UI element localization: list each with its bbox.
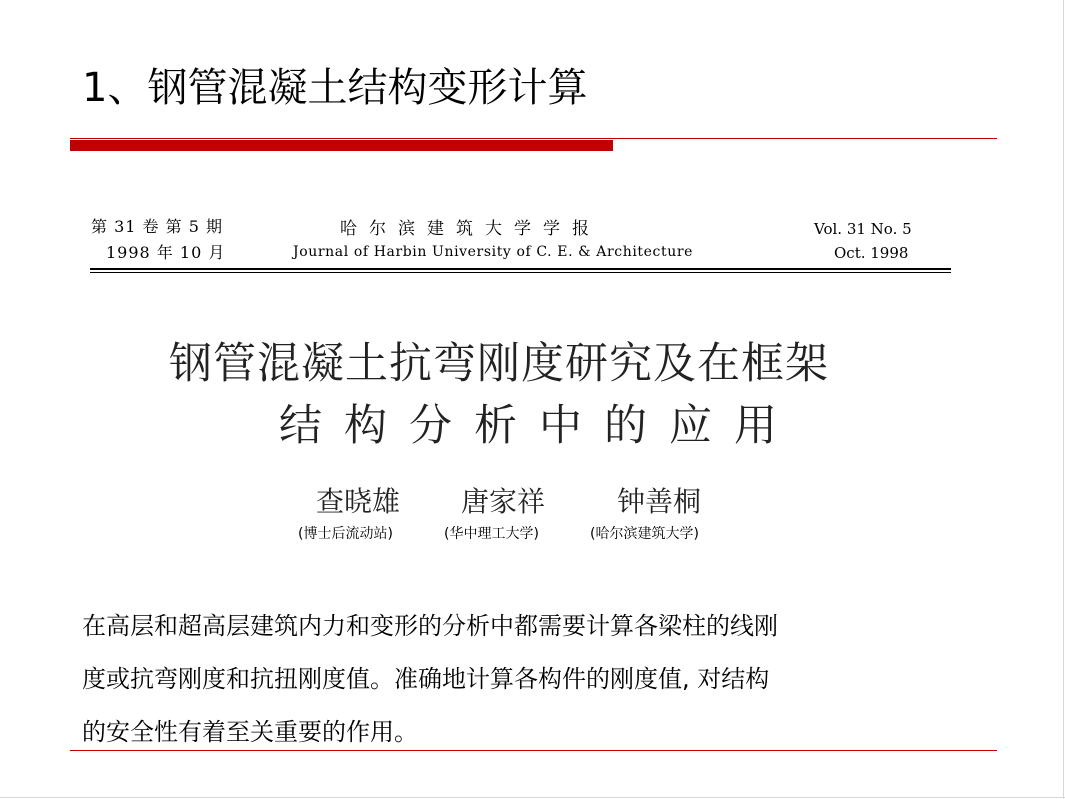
body-line: 在高层和超高层建筑内力和变形的分析中都需要计算各梁柱的线刚 — [82, 612, 778, 640]
body-paragraph — [82, 600, 962, 759]
body-line: 度或抗弯刚度和抗扭刚度值。准确地计算各构件的刚度值, 对结构 — [82, 665, 770, 693]
paper-title-line-1: 钢管混凝土抗弯刚度研究及在框架 — [169, 339, 829, 389]
slide-frame-bottom — [0, 797, 1065, 798]
paper-journal-en: Journal of Harbin University of C. E. & Architecture — [293, 244, 693, 260]
paper-affiliation: (华中理工大学) — [444, 526, 539, 542]
paper-affiliation: (博士后流动站) — [298, 526, 393, 542]
paper-author: 查晓雄 — [316, 485, 401, 518]
paper-author: 钟善桐 — [617, 485, 702, 518]
paper-affiliation: (哈尔滨建筑大学) — [590, 526, 699, 542]
body-line: 的安全性有着至关重要的作用。 — [82, 718, 418, 746]
footer-divider — [70, 750, 997, 751]
paper-header-rule — [90, 268, 951, 270]
paper-title-line-2: 结构分析中的应用 — [279, 401, 799, 451]
paper-date-en: Oct. 1998 — [834, 244, 909, 262]
paper-header-rule — [90, 272, 951, 273]
paper-author: 唐家祥 — [461, 485, 546, 518]
paper-date-cn: 1998 年 10 月 — [106, 243, 226, 262]
paper-journal-cn: 哈尔滨建筑大学学报 — [340, 219, 601, 239]
slide-title: 1、钢管混凝土结构变形计算 — [82, 65, 588, 111]
paper-volume-en: Vol. 31 No. 5 — [814, 220, 912, 238]
paper-volume-cn: 第 31 卷 第 5 期 — [91, 217, 223, 236]
